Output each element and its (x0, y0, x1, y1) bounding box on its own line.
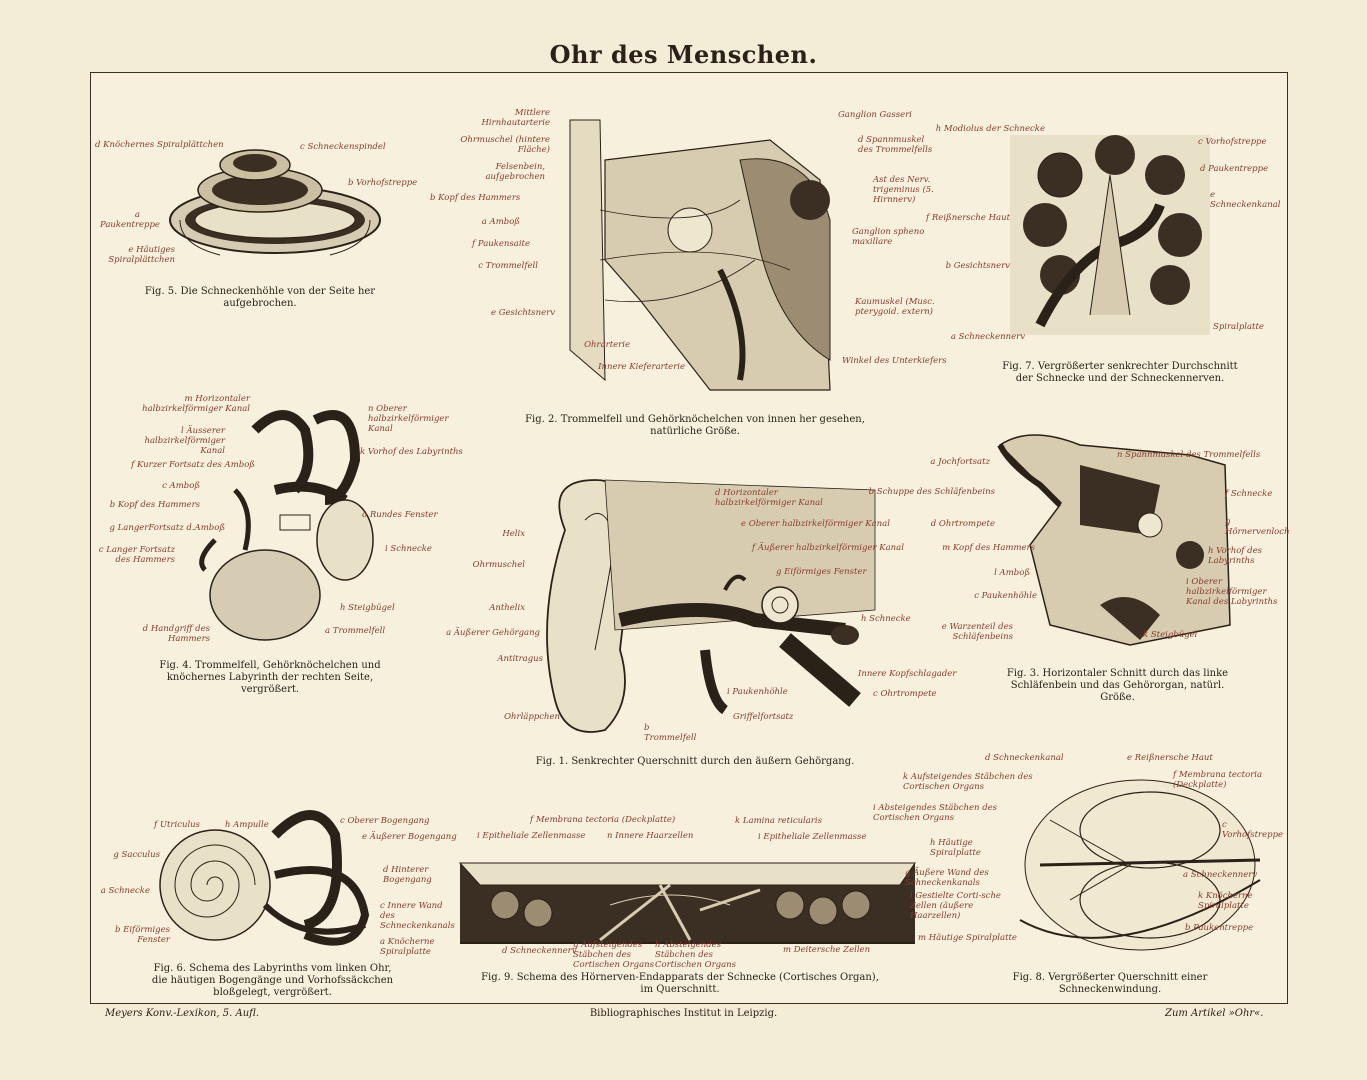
plate-title: Ohr des Menschen. (549, 40, 818, 69)
fig3-label: e Warzenteil des Schläfenbeins (941, 622, 1013, 642)
fig2-label: Ganglion spheno maxillare (852, 227, 925, 247)
fig6-caption: Fig. 6. Schema des Labyrinths vom linken Ohr, die häutigen Bogengänge und Vorhofssäckchen bloßgelegt, vergrößert. (151, 963, 394, 998)
fig6-label: f Utriculus (154, 820, 200, 830)
fig1-label: f Äußerer halbzirkelförmiger Kanal (752, 543, 904, 553)
fig4-label: m Horizontaler halbzirkelförmiger Kanal (142, 394, 250, 414)
fig8-label: c Vorhofstreppe (1222, 820, 1284, 840)
fig8-label: h Häutige Spiralplatte (930, 838, 981, 858)
fig9-label: d Schneckennerv (502, 946, 577, 956)
fig6-label: a Schnecke (100, 886, 150, 896)
fig3-label: d Ohrtrompete (930, 519, 995, 529)
fig4-label: c Langer Fortsatz des Hammers (98, 545, 175, 565)
fig5-label: d Knöchernes Spiralplättchen (95, 140, 224, 150)
fig2-label: Ast des Nerv. trigeminus (5. Hirnnerv) (873, 175, 934, 205)
fig2-caption: Fig. 2. Trommelfell und Gehörknöchelchen von innen her gesehen, natürliche Größe. (525, 414, 865, 437)
fig7-label: b Gesichtsnerv (945, 261, 1010, 271)
fig1-label: Antitragus (497, 654, 543, 664)
fig4-label: l Äusserer halbzirkelförmiger Kanal (144, 426, 225, 456)
fig9-label: f Membrana tectoria (Deckplatte) (530, 815, 676, 825)
fig4-label: i Schnecke (385, 544, 432, 554)
fig4-label: h Steigbügel (340, 603, 395, 613)
fig2-label: Ohrmuschel (hintere Fläche) (460, 135, 550, 155)
fig9-label: i Epitheliale Zellenmasse (477, 831, 586, 841)
fig6-label: c Innere Wand des Schneckenkanals (380, 901, 455, 931)
fig1-label: h Schnecke (861, 614, 911, 624)
fig7-label: a Schneckennerv (950, 332, 1025, 342)
fig2-label: c Trommelfell (478, 261, 538, 271)
fig6-label: g Sacculus (113, 850, 160, 860)
fig4-label: d Handgriff des Hammers (142, 624, 210, 644)
fig7-label: c Vorhofstreppe (1198, 137, 1267, 147)
fig3-label: k Steigbügel (1143, 630, 1198, 640)
fig5-label: a Paukentreppe (100, 210, 160, 230)
fig8-label: k Aufsteigendes Stäbchen des Cortischen Organs (903, 772, 1033, 792)
fig1-label: b Trommelfell (644, 723, 697, 743)
fig8-label: e Reißnersche Haut (1127, 753, 1213, 763)
fig2-label: b Kopf des Hammers (430, 193, 521, 203)
fig8-label: a Schneckennerv (1183, 870, 1258, 880)
fig9-label: k Lamina reticularis (735, 816, 822, 826)
fig8-label: l Gestielte Corti-sche Zellen (äußere Haarzellen) (910, 891, 1001, 921)
fig1-caption: Fig. 1. Senkrechter Querschnitt durch den äußern Gehörgang. (535, 756, 855, 767)
fig1-label: g Eiförmiges Fenster (776, 567, 867, 577)
fig9-caption: Fig. 9. Schema des Hörnerven-Endapparats der Schnecke (Cortisches Organ), im Querschnitt. (481, 972, 879, 995)
fig7-label: h Modiolus der Schnecke (935, 124, 1045, 134)
corti-organ-schema-illustration (460, 855, 920, 945)
fig2-label: Mittlere Hirnhautarterie (481, 108, 550, 128)
fig6-label: e Äußerer Bogengang (362, 832, 457, 842)
fig1-label: Griffelfortsatz (733, 712, 794, 722)
fig3-label: b Schuppe des Schläfenbeins (868, 487, 995, 497)
fig1-label: e Oberer halbzirkelförmiger Kanal (741, 519, 890, 529)
fig1-label: c Ohrtrompete (873, 689, 937, 699)
cochlea-side-illustration (160, 135, 390, 265)
fig5-label: e Häutiges Spiralplättchen (108, 245, 175, 265)
fig2-label: Felsenbein, aufgebrochen (485, 162, 545, 182)
fig5-label: b Vorhofstreppe (348, 178, 418, 188)
fig9-label: h Absteigendes Stäbchen des Cortischen Organs (655, 940, 736, 970)
fig8-caption: Fig. 8. Vergrößerter Querschnitt einer Schneckenwindung. (1012, 972, 1208, 995)
fig9-label: m Deitersche Zellen (783, 945, 871, 955)
fig6-label: a Knöcherne Spiralplatte (380, 937, 435, 957)
fig3-label: f Schnecke (1225, 489, 1273, 499)
fig9-label: n Innere Haarzellen (607, 831, 694, 841)
fig2-label: d Spannmuskel des Trommelfells (858, 135, 933, 155)
fig7-caption: Fig. 7. Vergrößerter senkrechter Durchschnitt der Schnecke und der Schneckennerven. (1002, 361, 1238, 384)
fig4-caption: Fig. 4. Trommelfell, Gehörknöchelchen und knöchernes Labyrinth der rechten Seite, vergrößert. (159, 660, 381, 695)
fig2-label: e Gesichtsnerv (490, 308, 555, 318)
fig2-label: a Amboß (481, 217, 520, 227)
fig3-label: a Jochfortsatz (930, 457, 990, 467)
fig2-label: Winkel des Unterkiefers (842, 356, 947, 366)
fig4-label: a Trommelfell (325, 626, 386, 636)
fig2-label: f Paukensaite (472, 239, 530, 249)
fig2-label: Kaumuskel (Musc. pterygoid. extern) (855, 297, 935, 317)
fig6-label: d Hinterer Bogengang (383, 865, 432, 885)
fig4-label: g LangerFortsatz d.Amboß (109, 523, 225, 533)
fig8-label: g Äußere Wand des Schneckenkanals (905, 868, 989, 888)
fig5-label: c Schneckenspindel (300, 142, 386, 152)
eardrum-ossicles-illustration (560, 100, 860, 400)
fig8-label: m Häutige Spiralplatte (918, 933, 1017, 943)
fig8-label: f Membrana tectoria (Deckplatte) (1173, 770, 1263, 790)
fig4-label: b Kopf des Hammers (109, 500, 200, 510)
fig5-caption: Fig. 5. Die Schneckenhöhle von der Seite her aufgebrochen. (144, 286, 376, 309)
fig2-label: Ganglion Gasseri (838, 110, 912, 120)
fig2-label: Ohrarterie (584, 340, 630, 350)
fig1-label: Ohrmuschel (472, 560, 525, 570)
fig3-label: i Oberer halbzirkelförmiger Kanal des Labyrinths (1186, 577, 1278, 607)
fig3-label: h Vorhof des Labyrinths (1208, 546, 1262, 566)
fig4-label: n Oberer halbzirkelförmiger Kanal (368, 404, 449, 434)
fig7-label: f Reißnersche Haut (926, 213, 1010, 223)
fig8-label: d Schneckenkanal (985, 753, 1064, 763)
fig1-label: i Paukenhöhle (727, 687, 788, 697)
footer-center: Bibliographisches Institut in Leipzig. (589, 1008, 778, 1019)
fig3-label: n Spannmuskel des Trommelfells (1117, 450, 1261, 460)
fig4-label: k Vorhof des Labyrinths (360, 447, 463, 457)
fig1-label: Helix (502, 529, 525, 539)
fig6-label: h Ampulle (225, 820, 269, 830)
cochlea-vertical-section-illustration (1000, 115, 1220, 345)
fig1-label: d Horizontaler halbzirkelförmiger Kanal (715, 488, 823, 508)
fig3-caption: Fig. 3. Horizontaler Schnitt durch das linke Schläfenbein und das Gehörorgan, natürl. Größe. (1006, 668, 1229, 703)
fig3-label: l Amboß (994, 568, 1030, 578)
footer-right: Zum Artikel »Ohr«. (1165, 1008, 1264, 1019)
footer-left: Meyers Konv.-Lexikon, 5. Aufl. (105, 1008, 260, 1019)
fig3-label: g Hörnervenloch (1225, 517, 1290, 537)
fig7-label: e Schneckenkanal (1210, 190, 1281, 210)
fig3-label: c Paukenhöhle (974, 591, 1037, 601)
fig4-label: o Rundes Fenster (362, 510, 438, 520)
fig1-label: Ohrläppchen (504, 712, 560, 722)
fig8-label: k Knöcherne Spiralplatte (1198, 891, 1253, 911)
fig7-label: Spiralplatte (1213, 322, 1264, 332)
fig7-label: d Paukentreppe (1200, 164, 1269, 174)
outer-ear-section-illustration (525, 470, 925, 750)
fig8-label: i Absteigendes Stäbchen des Cortischen Organs (873, 803, 998, 823)
fig6-label: c Oberer Bogengang (340, 816, 430, 826)
fig1-label: Anthelix (489, 603, 525, 613)
fig6-label: b Eiförmiges Fenster (114, 925, 170, 945)
fig2-label: Innere Kieferarterie (598, 362, 685, 372)
fig1-label: Innere Kopfschlagader (858, 669, 957, 679)
fig4-label: f Kurzer Fortsatz des Amboß (131, 460, 255, 470)
fig8-label: b Paukentreppe (1185, 923, 1254, 933)
fig1-label: a Äußerer Gehörgang (446, 628, 540, 638)
fig3-label: m Kopf des Hammers (942, 543, 1035, 553)
fig4-label: c Amboß (162, 481, 200, 491)
fig9-label: i Epitheliale Zellenmasse (758, 832, 867, 842)
fig9-label: g Aufsteigendes Stäbchen des Cortischen Organs (573, 940, 654, 970)
